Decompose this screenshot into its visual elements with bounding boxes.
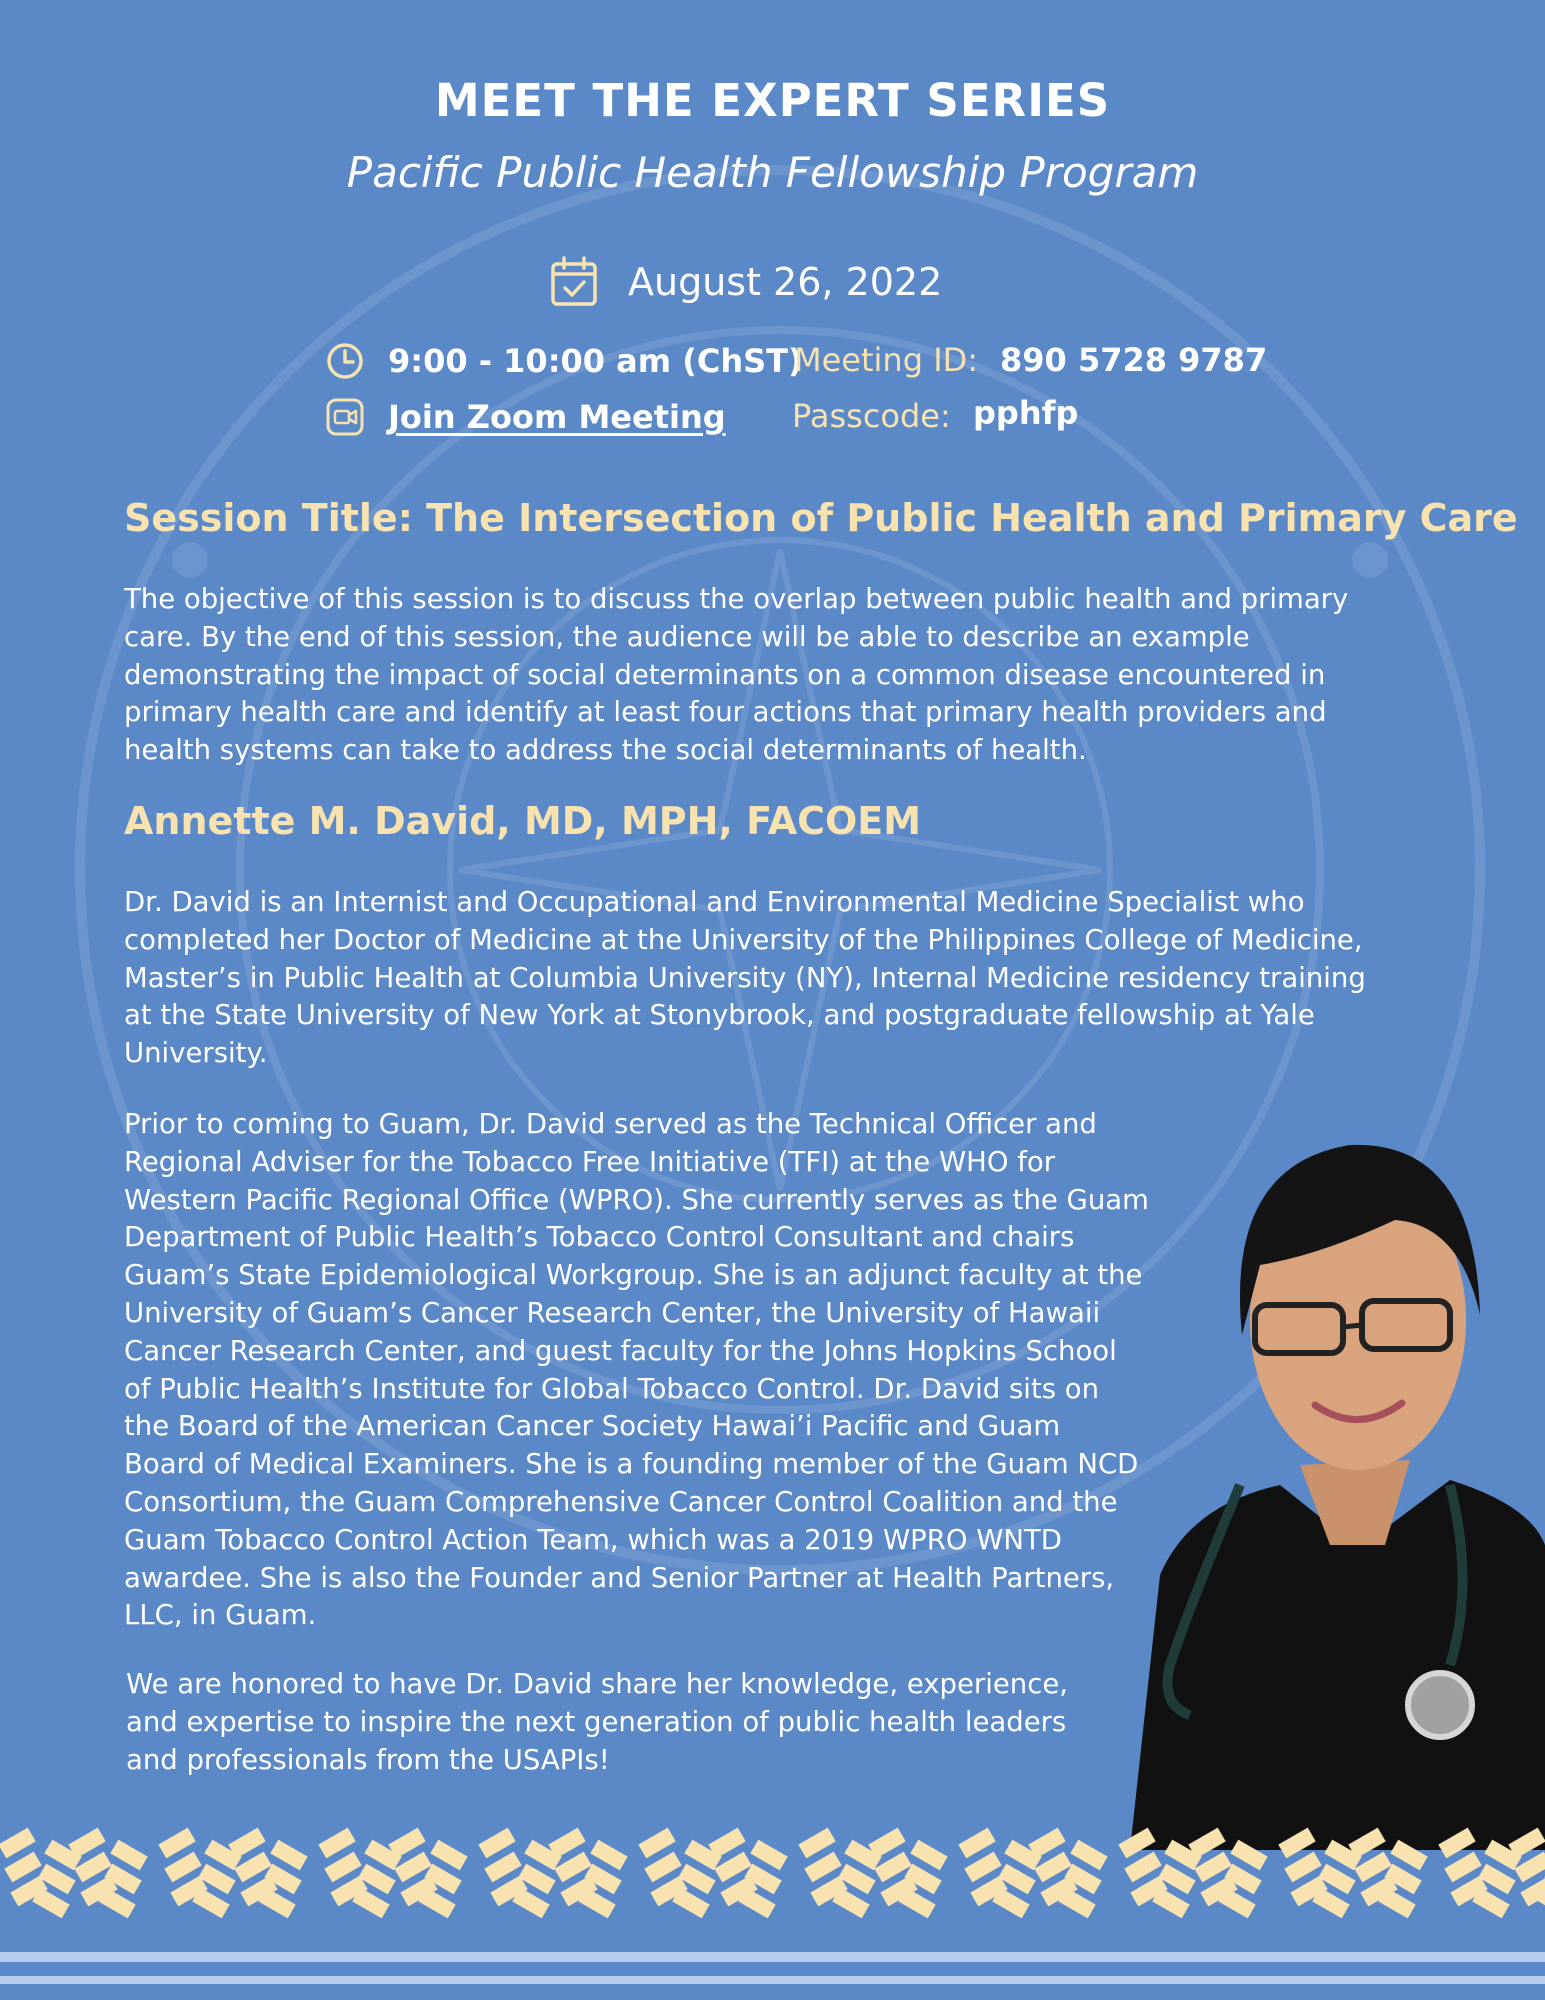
text-line: Cancer Research Center, and guest faculty for the Johns Hopkins School bbox=[124, 1334, 1117, 1367]
text-line: care. By the end of this session, the audience will be able to describe an example bbox=[124, 620, 1250, 653]
series-title: MEET THE EXPERT SERIES bbox=[434, 74, 1111, 127]
text-line: and professionals from the USAPIs! bbox=[126, 1743, 610, 1776]
session-title: Session Title: The Intersection of Public Health and Primary Care bbox=[124, 496, 1518, 540]
text-line: Department of Public Health’s Tobacco Control Consultant and chairs bbox=[124, 1221, 1075, 1254]
text-line: Western Pacific Regional Office (WPRO). She currently serves as the Guam bbox=[124, 1183, 1149, 1216]
join-zoom-link[interactable]: Join Zoom Meeting bbox=[388, 398, 726, 436]
speaker-portrait bbox=[1130, 1105, 1545, 1850]
text-line: Regional Adviser for the Tobacco Free Initiative (TFI) at the WHO for bbox=[124, 1145, 1056, 1178]
meeting-id-label: Meeting ID: bbox=[794, 341, 979, 379]
text-line: LLC, in Guam. bbox=[124, 1599, 317, 1632]
text-line: The objective of this session is to discuss the overlap between public health and primary bbox=[124, 583, 1349, 615]
zoom-row bbox=[326, 392, 726, 442]
meeting-id-value: 890 5728 9787 bbox=[1000, 341, 1268, 379]
video-camera-icon bbox=[326, 398, 364, 436]
session-description bbox=[124, 581, 1424, 770]
text-line: at the State University of New York at Stonybrook, and postgraduate fellowship at Yale bbox=[124, 999, 1315, 1032]
text-line: completed her Doctor of Medicine at the University of the Philippines College of Medicine, bbox=[124, 923, 1363, 956]
text-line: Prior to coming to Guam, Dr. David served as the Technical Officer and bbox=[124, 1108, 1097, 1140]
event-date-row bbox=[550, 252, 942, 312]
text-line: demonstrating the impact of social determinants on a common disease encountered in bbox=[124, 658, 1326, 691]
text-line: Guam’s State Epidemiological Workgroup. She is an adjunct faculty at the bbox=[124, 1259, 1143, 1292]
text-line: University. bbox=[124, 1037, 268, 1070]
text-line: and expertise to inspire the next generation of public health leaders bbox=[126, 1705, 1067, 1738]
text-line: of Public Health’s Institute for Global Tobacco Control. Dr. David sits on bbox=[124, 1372, 1100, 1405]
text-line: We are honored to have Dr. David share her knowledge, experience, bbox=[126, 1668, 1068, 1700]
speaker-bio-career bbox=[124, 1106, 1154, 1635]
text-line: health systems can take to address the social determinants of health. bbox=[124, 734, 1087, 767]
text-line: awardee. She is also the Founder and Senior Partner at Health Partners, bbox=[124, 1561, 1115, 1594]
text-line: University of Guam’s Cancer Research Center, the University of Hawaii bbox=[124, 1296, 1101, 1329]
closing-statement bbox=[126, 1666, 1126, 1779]
text-line: primary health care and identify at least four actions that primary health providers and bbox=[124, 696, 1327, 729]
text-line: the Board of the American Cancer Society Hawai’i Pacific and Guam bbox=[124, 1410, 1061, 1443]
speaker-bio-education bbox=[124, 884, 1424, 1073]
woven-pattern-border bbox=[0, 1825, 1545, 1935]
clock-icon bbox=[326, 342, 364, 380]
speaker-name: Annette M. David, MD, MPH, FACOEM bbox=[124, 799, 922, 843]
passcode-value: pphfp bbox=[973, 394, 1079, 432]
text-line: Guam Tobacco Control Action Team, which was a 2019 WPRO WNTD bbox=[124, 1523, 1062, 1556]
event-date: August 26, 2022 bbox=[628, 260, 943, 304]
footer-stripe bbox=[0, 1952, 1545, 1962]
event-time-row bbox=[326, 336, 803, 386]
program-subtitle: Pacific Public Health Fellowship Program bbox=[346, 148, 1199, 197]
calendar-check-icon bbox=[550, 256, 598, 308]
passcode-label: Passcode: bbox=[792, 397, 951, 435]
text-line: Board of Medical Examiners. She is a founding member of the Guam NCD bbox=[124, 1448, 1139, 1481]
footer-stripe bbox=[0, 1976, 1545, 1984]
text-line: Dr. David is an Internist and Occupational and Environmental Medicine Specialist who bbox=[124, 886, 1305, 918]
event-time: 9:00 - 10:00 am (ChST) bbox=[388, 342, 803, 380]
text-line: Consortium, the Guam Comprehensive Cancer Control Coalition and the bbox=[124, 1485, 1118, 1518]
text-line: Master’s in Public Health at Columbia University (NY), Internal Medicine residency training bbox=[124, 961, 1366, 994]
